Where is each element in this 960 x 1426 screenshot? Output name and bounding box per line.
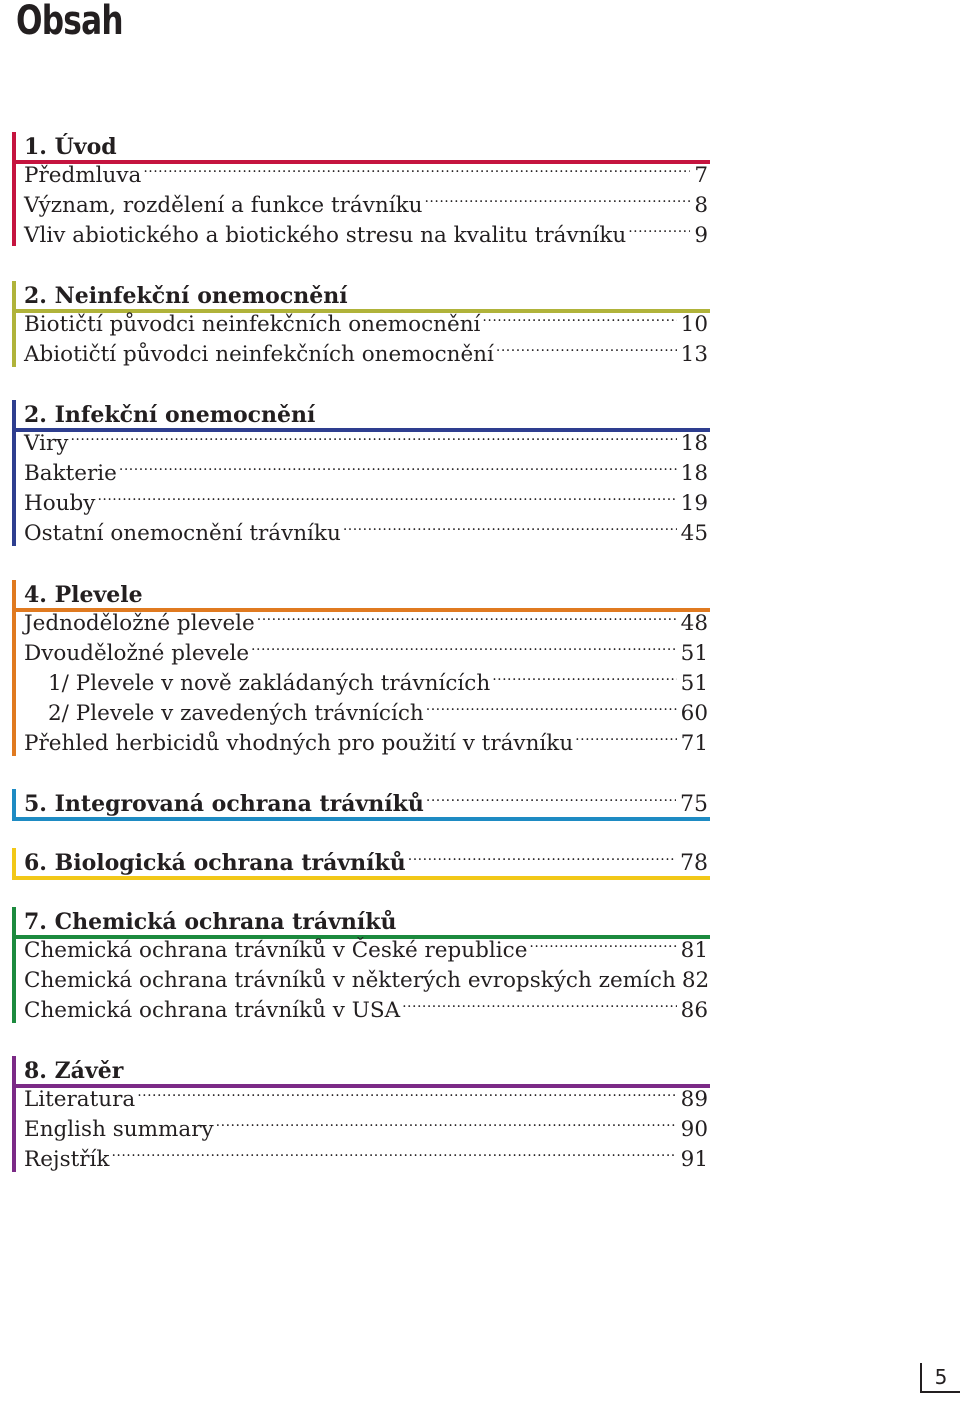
leader-dots	[257, 610, 677, 630]
toc-entry-page: 90	[680, 1117, 708, 1142]
leader-dots	[343, 520, 677, 540]
toc-entry-title: Chemická ochrana trávníků v České republice	[24, 938, 528, 963]
toc-entry-title: Abiotičtí původci neinfekčních onemocnění	[24, 342, 494, 367]
toc-entry-page: 71	[680, 731, 708, 756]
section-divider	[12, 817, 710, 821]
toc-entry[interactable]	[24, 310, 710, 340]
toc-entry-page: 48	[680, 611, 708, 636]
leader-dots	[529, 937, 676, 957]
section-heading[interactable]	[24, 848, 710, 878]
section-heading[interactable]: 2. Neinfekční onemocnění	[24, 283, 348, 309]
leader-dots	[424, 192, 690, 212]
section-heading[interactable]: 4. Plevele	[24, 582, 143, 608]
section-heading[interactable]	[24, 789, 710, 819]
leader-dots	[496, 341, 677, 361]
toc-entry-page: 78	[680, 851, 708, 876]
toc-entry-page: 13	[680, 342, 708, 367]
toc-entry-page: 86	[680, 998, 708, 1023]
toc-entry-title: Bakterie	[24, 461, 117, 486]
toc-section-plevele	[12, 577, 710, 759]
toc-entry-page: 51	[680, 671, 708, 696]
toc-entry-page: 18	[680, 431, 708, 456]
section-color-bar	[12, 580, 16, 756]
toc-entry-title: Chemická ochrana trávníků v některých evropských zemích	[24, 968, 676, 993]
toc-entry-page: 89	[680, 1087, 708, 1112]
toc-entry-title: Houby	[24, 491, 96, 516]
page-title: Obsah	[16, 0, 123, 44]
toc-entry[interactable]	[24, 996, 710, 1026]
toc-entry[interactable]	[24, 609, 710, 639]
toc-entry-title: Ostatní onemocnění trávníku	[24, 521, 341, 546]
toc-entry-title: Dvouděložné plevele	[24, 641, 250, 666]
toc-entry[interactable]	[24, 966, 710, 996]
toc-entry-title: Význam, rozdělení a funkce trávníku	[24, 193, 423, 218]
section-color-bar	[12, 1056, 16, 1172]
toc-section-uvod	[12, 129, 710, 249]
leader-dots	[426, 700, 677, 720]
toc-entry-page: 10	[680, 312, 708, 337]
section-color-bar	[12, 400, 16, 546]
leader-dots	[97, 490, 676, 510]
toc-entry-page: 19	[680, 491, 708, 516]
toc-entry-title: Přehled herbicidů vhodných pro použití v trávníku	[24, 731, 574, 756]
leader-dots	[492, 670, 676, 690]
toc-entry[interactable]	[24, 429, 710, 459]
section-heading[interactable]: 7. Chemická ochrana trávníků	[24, 909, 397, 935]
toc-entry-title: English summary	[24, 1117, 214, 1142]
toc-entry-title: Jednoděložné plevele	[24, 611, 255, 636]
leader-dots	[628, 222, 690, 242]
toc-entry-title: 2/ Plevele v zavedených trávnících	[48, 701, 424, 726]
toc-entry[interactable]	[24, 459, 710, 489]
leader-dots	[426, 791, 676, 811]
section-divider	[12, 876, 710, 880]
toc-entry-page: 9	[694, 223, 708, 248]
leader-dots	[575, 730, 676, 750]
toc-section-biologicka	[12, 845, 710, 883]
leader-dots	[143, 162, 690, 182]
toc-entry-title: Literatura	[24, 1087, 136, 1112]
toc-entry[interactable]	[24, 639, 710, 669]
toc-section-neinfekcni	[12, 278, 710, 370]
toc-section-zaver	[12, 1053, 710, 1175]
section-color-bar	[12, 132, 16, 246]
toc-entry[interactable]	[24, 489, 710, 519]
toc-entry-title: Viry	[24, 431, 69, 456]
toc-entry-title: Chemická ochrana trávníků v USA	[24, 998, 401, 1023]
section-color-bar	[12, 281, 16, 367]
toc-entry-title: Biotičtí původci neinfekčních onemocnění	[24, 312, 481, 337]
toc-entry-page: 91	[680, 1147, 708, 1172]
toc-entry[interactable]	[24, 191, 710, 221]
toc-entry-page: 75	[680, 792, 708, 817]
toc-entry-title: 5. Integrovaná ochrana trávníků	[24, 791, 424, 817]
toc-entry[interactable]	[24, 340, 710, 370]
toc-entry[interactable]	[24, 729, 710, 759]
toc-entry-page: 81	[680, 938, 708, 963]
leader-dots	[111, 1146, 676, 1166]
toc-entry-title: 6. Biologická ochrana trávníků	[24, 850, 406, 876]
toc-entry-page: 60	[680, 701, 708, 726]
section-color-bar	[12, 907, 16, 1023]
toc-entry[interactable]	[24, 936, 710, 966]
toc-entry-page: 18	[680, 461, 708, 486]
leader-dots	[251, 640, 677, 660]
toc-entry-page: 8	[694, 193, 708, 218]
section-heading[interactable]: 2. Infekční onemocnění	[24, 402, 316, 428]
toc-entry[interactable]	[48, 669, 710, 699]
leader-dots	[408, 850, 676, 870]
toc-section-infekcni	[12, 397, 710, 549]
toc-entry[interactable]	[24, 221, 710, 251]
leader-dots	[119, 460, 677, 480]
section-heading[interactable]: 8. Závěr	[24, 1058, 124, 1084]
leader-dots	[402, 997, 677, 1017]
toc-entry-title: Vliv abiotického a biotického stresu na kvalitu trávníku	[24, 223, 627, 248]
toc-entry[interactable]	[24, 1145, 710, 1175]
toc-entry[interactable]	[24, 1115, 710, 1145]
toc-entry-page: 51	[680, 641, 708, 666]
toc-entry-title: Rejstřík	[24, 1147, 110, 1172]
toc-entry-page: 7	[694, 163, 708, 188]
toc-entry[interactable]	[24, 1085, 710, 1115]
toc-entry-title: Předmluva	[24, 163, 142, 188]
toc-section-chemicka	[12, 904, 710, 1026]
toc-entry-page: 82	[681, 968, 710, 993]
leader-dots	[216, 1116, 677, 1136]
toc-entry[interactable]	[24, 161, 710, 191]
section-heading[interactable]: 1. Úvod	[24, 134, 117, 160]
toc-section-integrovana	[12, 786, 710, 824]
leader-dots	[70, 430, 676, 450]
leader-dots	[137, 1086, 676, 1106]
toc-entry-title: 1/ Plevele v nově zakládaných trávnících	[48, 671, 491, 696]
toc-entry[interactable]	[48, 699, 710, 729]
leader-dots	[482, 311, 676, 331]
toc-entry[interactable]	[24, 519, 710, 549]
page-number: 5	[920, 1363, 960, 1393]
toc-entry-page: 45	[680, 521, 708, 546]
